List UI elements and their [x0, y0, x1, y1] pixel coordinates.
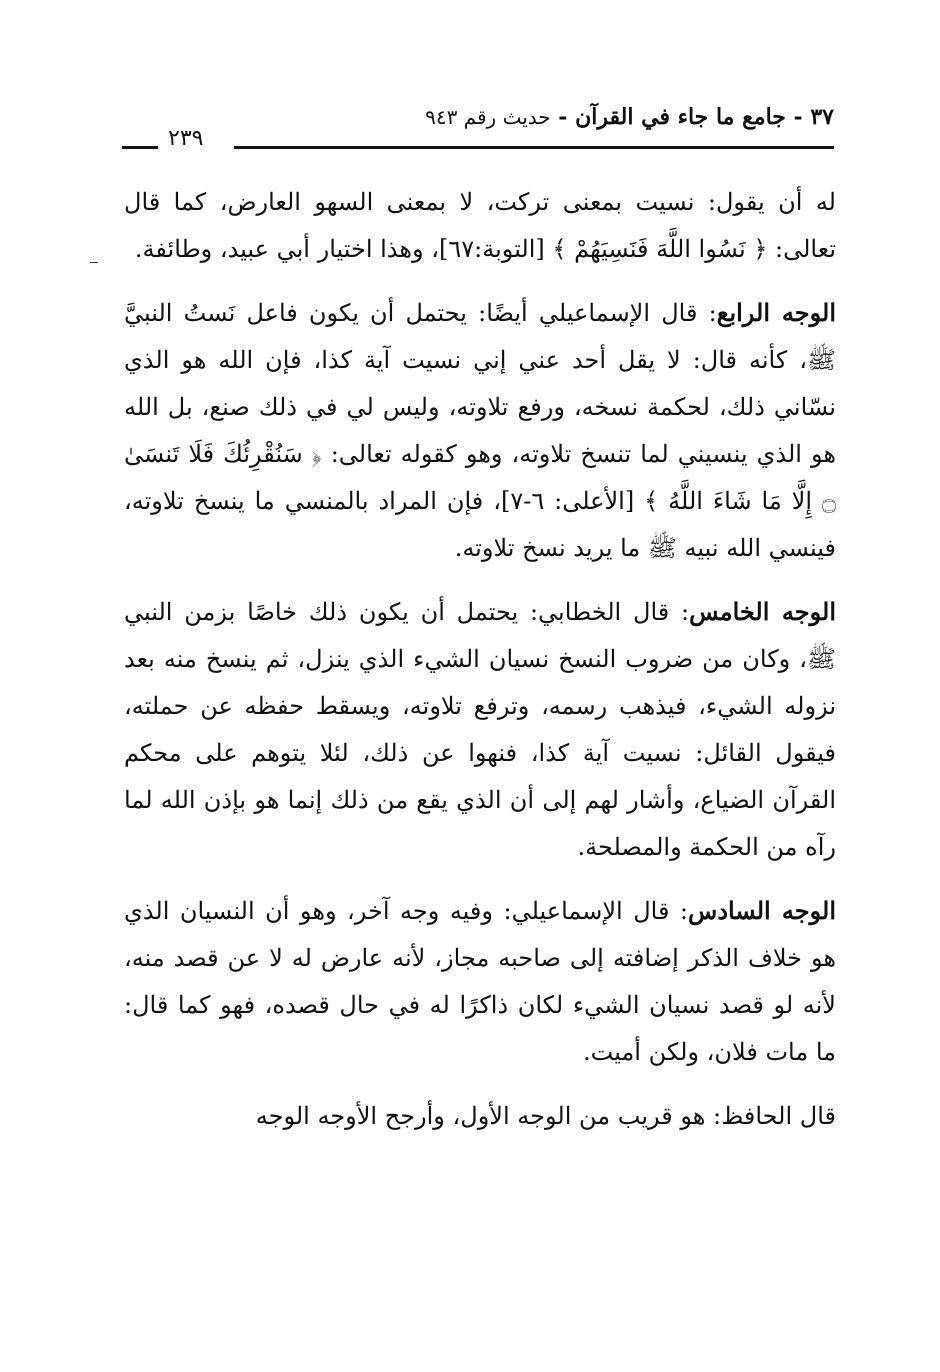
page-number-dash	[122, 146, 158, 149]
paragraph-4	[124, 887, 836, 1076]
paragraph-2	[124, 289, 836, 572]
paragraph-lead: الوجه الخامس	[689, 597, 836, 626]
header-title	[425, 104, 834, 130]
paragraph-text: : قال الإسماعيلي: وفيه وجه آخر، وهو أن النسيان الذي هو خلاف الذكر إضافته إلى صاحبه مجاز، لأنه عارض له لا عن قصد منه، لأنه لو قصد نسيان الشيء لكان ذاكرًا له في حال قصده، فهو كما قال: ما مات فلان، ولكن أميت.	[124, 897, 836, 1066]
body-text	[124, 178, 836, 1156]
paragraph-text: له أن يقول: نسيت بمعنى تركت، لا بمعنى السهو العارض، كما قال تعالى: ﴿ نَسُوا اللَّهَ فَنَسِيَهُمْ ﴾ [التوبة:٦٧]، وهذا اختيار أبي عبيد، وطائفة.	[124, 188, 836, 263]
running-header	[122, 104, 834, 152]
page-number: ٢٣٩	[168, 126, 204, 151]
paragraph-text: : قال الخطابي: يحتمل أن يكون ذلك خاصًا بزمن النبي ﷺ، وكان من ضروب النسخ نسيان الشيء الذي ينزل، ثم ينسخ منه بعد نزوله الشيء، فيذهب رسمه، وترفع تلاوته، ويسقط حفظه عن حملته، فيقول القائل: نسيت آية كذا، فنهوا عن ذلك، لئلا يتوهم على محكم القرآن الضياع، وأشار لهم إلى أن الذي يقع من ذلك إنما هو بإذن الله لما رآه من الحكمة والمصلحة.	[124, 598, 837, 861]
chapter-number: ٣٧	[810, 104, 834, 130]
paragraph-text: قال الحافظ: هو قريب من الوجه الأول، وأرجح الأوجه الوجه	[255, 1102, 836, 1130]
margin-mark	[90, 262, 98, 263]
header-rule	[234, 146, 834, 149]
hadith-label: حديث رقم ٩٤٣	[425, 105, 551, 129]
header-separator: -	[785, 104, 803, 130]
header-separator: -	[550, 104, 568, 130]
paragraph-lead: الوجه السادس	[688, 896, 836, 925]
paragraph-text: : قال الإسماعيلي أيضًا: يحتمل أن يكون فاعل نَستُ النبيَّ ﷺ، كأنه قال: لا يقل أحد عني إني نسيت آية كذا، فإن الله هو الذي نسّاني ذلك، لحكمة نسخه، ورفع تلاوته، وليس لي في ذلك صنع، بل الله هو الذي ينسيني لما تنسخ تلاوته، وهو كقوله تعالى: ﴿ سَنُقْرِئُكَ فَلَا تَنسَىٰ ۝ إِلَّا مَا شَاءَ اللَّهُ ﴾ [الأعلى: ٦-٧]، فإن المراد بالمنسي ما ينسخ تلاوته، فينسي الله نبيه ﷺ ما يريد نسخ تلاوته.	[124, 299, 836, 562]
paragraph-3	[124, 588, 836, 871]
chapter-title: جامع ما جاء في القرآن	[575, 104, 786, 130]
paragraph-lead: الوجه الرابع	[716, 298, 837, 327]
paragraph-5	[124, 1092, 836, 1140]
paragraph-1	[124, 178, 836, 273]
